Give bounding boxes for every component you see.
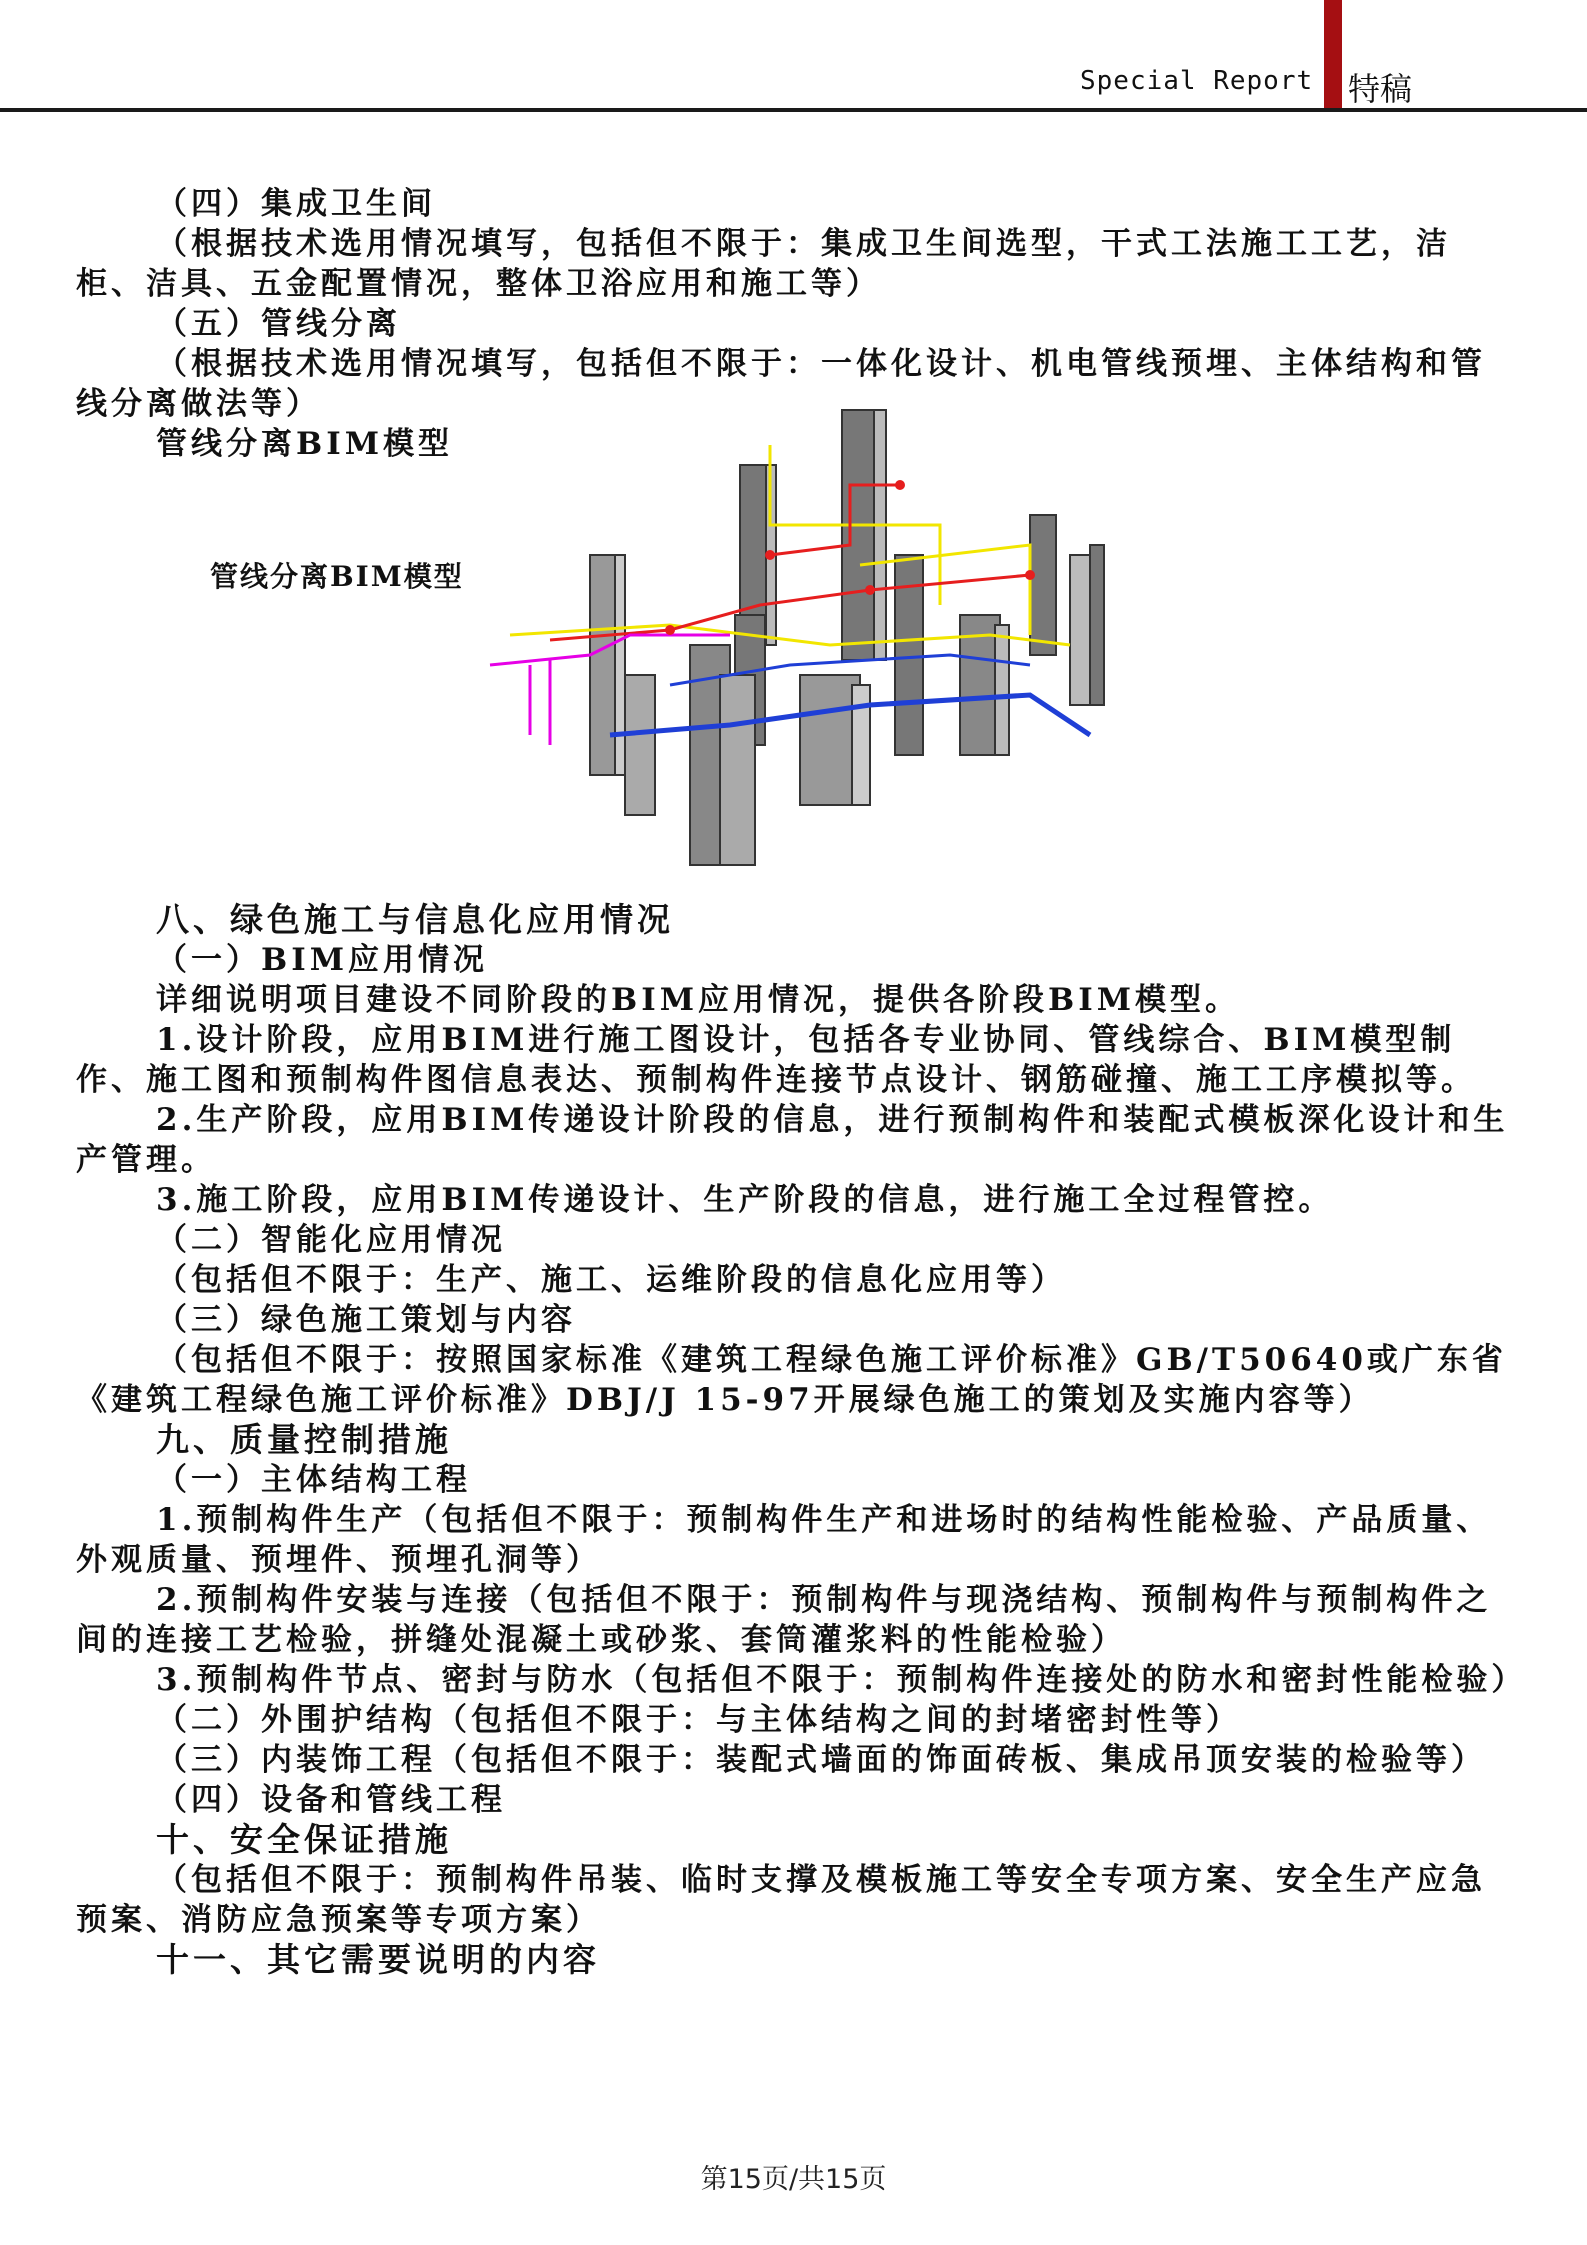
header-accent-bar <box>1324 0 1342 110</box>
section-heading: 九、质量控制措施 <box>156 1420 452 1459</box>
paragraph: （二）外围护结构（包括但不限于：与主体结构之间的封堵密封性等） <box>156 1702 1241 1738</box>
column-1 <box>842 410 874 660</box>
bim-pipeline-model-icon <box>470 405 1110 875</box>
paragraph: （三）内装饰工程（包括但不限于：装配式墙面的饰面砖板、集成吊顶安装的检验等） <box>156 1742 1486 1778</box>
section-heading: 八、绿色施工与信息化应用情况 <box>156 900 674 939</box>
paragraph: （包括但不限于：按照国家标准《建筑工程绿色施工评价标准》GB/T50640或广东省《建筑工程绿色施工评价标准》DBJ/J 15-97开展绿色施工的策划及实施内容等） <box>76 1342 1507 1418</box>
paragraph: 1.设计阶段，应用BIM进行施工图设计，包括各专业协同、管线综合、BIM模型制作、施工图和预制构件图信息表达、预制构件连接节点设计、钢筋碰撞、施工工序模拟等。 <box>76 1022 1476 1098</box>
paragraph: （根据技术选用情况填写，包括但不限于：一体化设计、机电管线预埋、主体结构和管线分离做法等） <box>76 346 1486 422</box>
header-divider <box>0 108 1587 112</box>
column-7 <box>590 555 618 775</box>
paragraph: 管线分离BIM模型 <box>156 426 454 462</box>
paragraph: （二）智能化应用情况 <box>156 1222 506 1258</box>
paragraph: 1.预制构件生产（包括但不限于：预制构件生产和进场时的结构性能检验、产品质量、外观质量、预埋件、预埋孔洞等） <box>76 1502 1492 1578</box>
paragraph: 3.施工阶段，应用BIM传递设计、生产阶段的信息，进行施工全过程管控。 <box>156 1182 1334 1218</box>
paragraph: （五）管线分离 <box>156 306 401 342</box>
section-heading: 十一、其它需要说明的内容 <box>156 1940 600 1979</box>
paragraph: （包括但不限于：生产、施工、运维阶段的信息化应用等） <box>156 1262 1066 1298</box>
paragraph: 2.预制构件安装与连接（包括但不限于：预制构件与现浇结构、预制构件与预制构件之间的连接工艺检验，拼缝处混凝土或砂浆、套筒灌浆料的性能检验） <box>76 1582 1492 1658</box>
paragraph: （一）主体结构工程 <box>156 1462 471 1498</box>
paragraph: （根据技术选用情况填写，包括但不限于：集成卫生间选型，干式工法施工工艺，洁柜、洁具、五金配置情况，整体卫浴应用和施工等） <box>76 226 1451 302</box>
paragraph: （四）集成卫生间 <box>156 186 436 222</box>
paragraph: （三）绿色施工策划与内容 <box>156 1302 576 1338</box>
paragraph: （四）设备和管线工程 <box>156 1782 506 1818</box>
column-7-side <box>615 555 625 775</box>
figure-label: 管线分离BIM模型 <box>210 560 464 593</box>
column-1-side <box>874 410 886 660</box>
paragraph: 2.生产阶段，应用BIM传递设计阶段的信息，进行预制构件和装配式模板深化设计和生产管理。 <box>76 1102 1509 1178</box>
page-number: 第15页/共15页 <box>700 2164 887 2195</box>
column-10 <box>625 675 655 815</box>
section-heading: 十、安全保证措施 <box>156 1820 452 1859</box>
paragraph: 详细说明项目建设不同阶段的BIM应用情况，提供各阶段BIM模型。 <box>156 982 1241 1018</box>
column-4-side <box>1070 555 1090 705</box>
column-3 <box>1030 515 1056 655</box>
header-chinese-title: 特稿 <box>1348 70 1413 108</box>
header-english-title: Special Report <box>1080 66 1314 96</box>
column-9-side <box>995 625 1009 755</box>
lower-body-text <box>76 900 1527 1980</box>
column-4 <box>1090 545 1104 705</box>
paragraph: （包括但不限于：预制构件吊装、临时支撑及模板施工等安全专项方案、安全生产应急预案、消防应急预案等专项方案） <box>76 1862 1486 1938</box>
column-8-side <box>720 675 755 865</box>
paragraph: 3.预制构件节点、密封与防水（包括但不限于：预制构件连接处的防水和密封性能检验） <box>156 1662 1527 1698</box>
paragraph: （一）BIM应用情况 <box>156 942 489 978</box>
